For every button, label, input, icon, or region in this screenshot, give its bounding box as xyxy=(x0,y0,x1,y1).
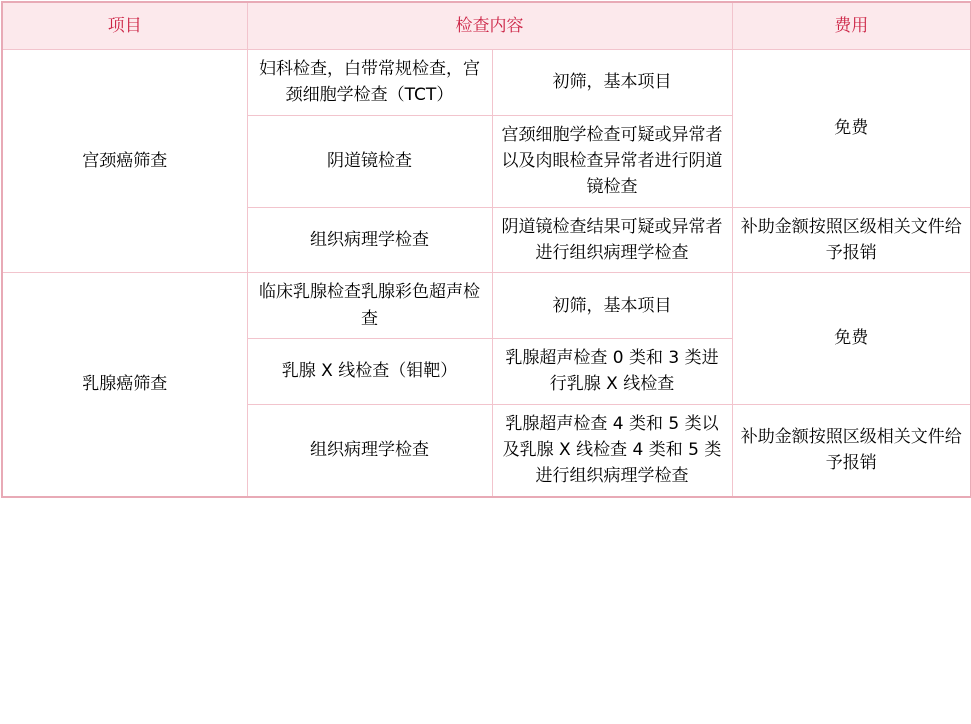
fee-cell: 免费 xyxy=(732,273,971,404)
detail-cell: 初筛，基本项目 xyxy=(492,273,732,339)
examination-table xyxy=(1,1,971,498)
content-cell: 临床乳腺检查乳腺彩色超声检查 xyxy=(247,273,492,339)
detail-cell: 乳腺超声检查 0 类和 3 类进行乳腺 X 线检查 xyxy=(492,339,732,405)
detail-cell: 宫颈细胞学检查可疑或异常者以及肉眼检查异常者进行阴道镜检查 xyxy=(492,115,732,207)
content-cell: 组织病理学检查 xyxy=(247,207,492,273)
content-cell: 乳腺 X 线检查（钼靶） xyxy=(247,339,492,405)
header-project: 项目 xyxy=(2,2,247,50)
header-fee: 费用 xyxy=(732,2,971,50)
fee-cell: 补助金额按照区级相关文件给予报销 xyxy=(732,404,971,497)
category-cell: 宫颈癌筛查 xyxy=(2,50,247,273)
header-exam-content: 检查内容 xyxy=(247,2,732,50)
content-cell: 阴道镜检查 xyxy=(247,115,492,207)
content-cell: 妇科检查，白带常规检查，宫颈细胞学检查（TCT） xyxy=(247,50,492,116)
detail-cell: 阴道镜检查结果可疑或异常者进行组织病理学检查 xyxy=(492,207,732,273)
category-cell: 乳腺癌筛查 xyxy=(2,273,247,497)
table-row xyxy=(2,273,971,339)
fee-cell: 免费 xyxy=(732,50,971,208)
detail-cell: 初筛，基本项目 xyxy=(492,50,732,116)
fee-cell: 补助金额按照区级相关文件给予报销 xyxy=(732,207,971,273)
table-header-row xyxy=(2,2,971,50)
detail-cell: 乳腺超声检查 4 类和 5 类以及乳腺 X 线检查 4 类和 5 类进行组织病理学检查 xyxy=(492,404,732,497)
content-cell: 组织病理学检查 xyxy=(247,404,492,497)
table-row xyxy=(2,50,971,116)
